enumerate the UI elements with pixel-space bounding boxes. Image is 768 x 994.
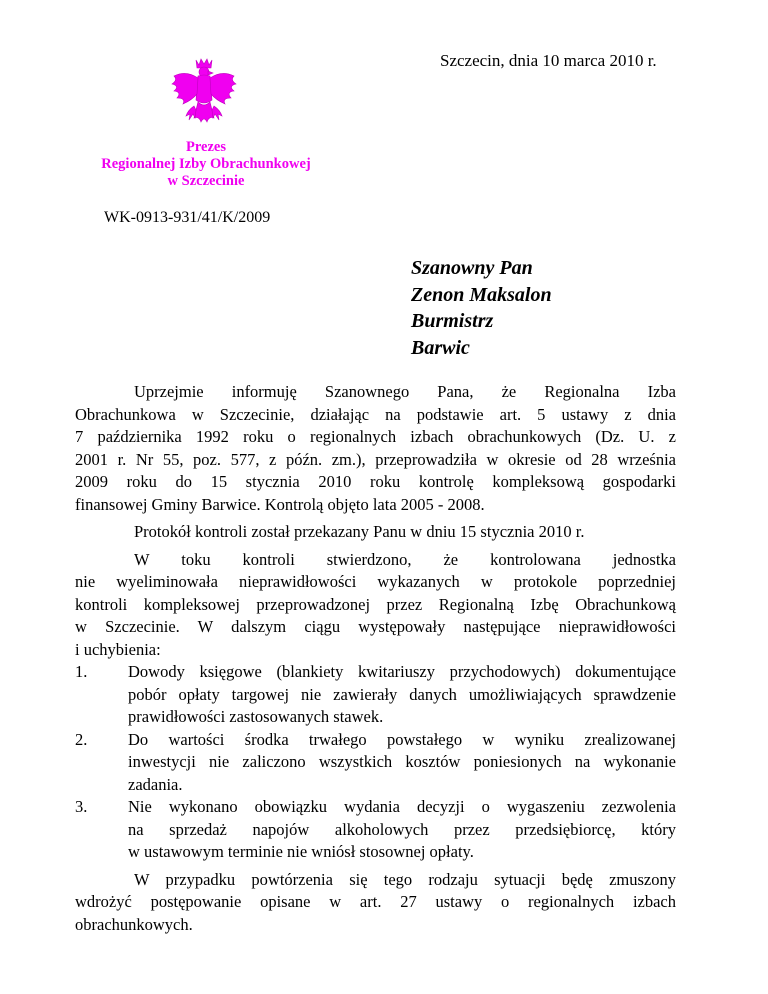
reference-number: WK-0913-931/41/K/2009 (104, 209, 271, 226)
paragraph-warning (75, 869, 676, 937)
text-line: obrachunkowych. (75, 914, 193, 934)
text-line: Dowody księgowe (blankiety kwitariuszy przychodowych) dokumentujące (128, 662, 676, 681)
text-line: W przypadku powtórzenia się tego rodzaju sytuacji będę zmuszony (134, 869, 676, 889)
text-line: w ustawowym terminie nie wniósł stosownej opłaty. (128, 842, 474, 861)
institution-line: Regionalnej Izby Obrachunkowej (101, 156, 311, 172)
text-line: prawidłowości zastosowanych stawek. (128, 707, 384, 726)
text-line: pobór opłaty targowej nie zawierały danych umożliwiających sprawdzenie (128, 684, 676, 704)
text-line: 2009 roku do 15 stycznia 2010 roku kontrolę kompleksową gospodarki (75, 472, 676, 491)
list-item-number: 3. (75, 797, 88, 816)
text-line: na sprzedaż napojów alkoholowych przez przedsiębiorcę, który (128, 819, 676, 839)
text-line: W toku kontroli stwierdzono, że kontrolowana jednostka (134, 549, 676, 569)
addressee-line: Szanowny Pan (411, 257, 533, 279)
list-item (75, 796, 676, 864)
text-line: i uchybienia: (75, 639, 161, 659)
text-line: Obrachunkowa w Szczecinie, działając na podstawie art. 5 ustawy z dnia (75, 404, 676, 424)
text-line: kontroli kompleksowej przeprowadzonej przez Regionalną Izbę Obrachunkową (75, 594, 676, 614)
list-item-number: 2. (75, 729, 88, 749)
text-line: Nie wykonano obowiązku wydania decyzji o wygaszeniu zezwolenia (128, 797, 676, 816)
text-line: Do wartości środka trwałego powstałego w wyniku zrealizowanej (128, 729, 676, 749)
text-line: 2001 r. Nr 55, poz. 577, z późn. zm.), przeprowadziła w okresie od 28 września (75, 449, 676, 469)
list-item (75, 661, 676, 729)
paragraph-protocol: Protokół kontroli został przekazany Panu w dniu 15 stycznia 2010 r. (134, 522, 585, 541)
institution-name (86, 139, 326, 190)
paragraph-intro (75, 381, 676, 516)
paragraph-findings-intro (75, 549, 676, 662)
institution-line: Prezes (186, 139, 226, 155)
list-item-number: 1. (75, 662, 88, 681)
addressee-line: Zenon Maksalon (411, 283, 552, 306)
text-line: w Szczecinie. W dalszym ciągu występowały następujące nieprawidłowości (75, 617, 676, 636)
addressee-line: Barwic (411, 336, 470, 359)
list-item (75, 729, 676, 797)
text-line: finansowej Gminy Barwice. Kontrolą objęto lata 2005 - 2008. (75, 494, 485, 514)
letter-date: Szczecin, dnia 10 marca 2010 r. (440, 51, 657, 70)
text-line: inwestycji nie zaliczono wszystkich kosztów poniesionych na wykonanie (128, 752, 676, 771)
institution-line: w Szczecinie (167, 173, 245, 189)
text-line: zadania. (128, 774, 183, 794)
addressee-line: Burmistrz (411, 310, 494, 332)
polish-eagle-emblem-icon (168, 56, 240, 138)
text-line: Uprzejmie informuję Szanownego Pana, że Regionalna Izba (134, 382, 676, 401)
text-line: wdrożyć postępowanie opisane w art. 27 ustawy o regionalnych izbach (75, 892, 676, 911)
addressee-block (411, 255, 552, 361)
text-line: nie wyeliminowała nieprawidłowości wykazanych w protokole poprzedniej (75, 572, 676, 591)
text-line: 7 października 1992 roku o regionalnych izbach obrachunkowych (Dz. U. z (75, 427, 676, 446)
letter-body (75, 381, 676, 936)
findings-list (75, 661, 676, 864)
